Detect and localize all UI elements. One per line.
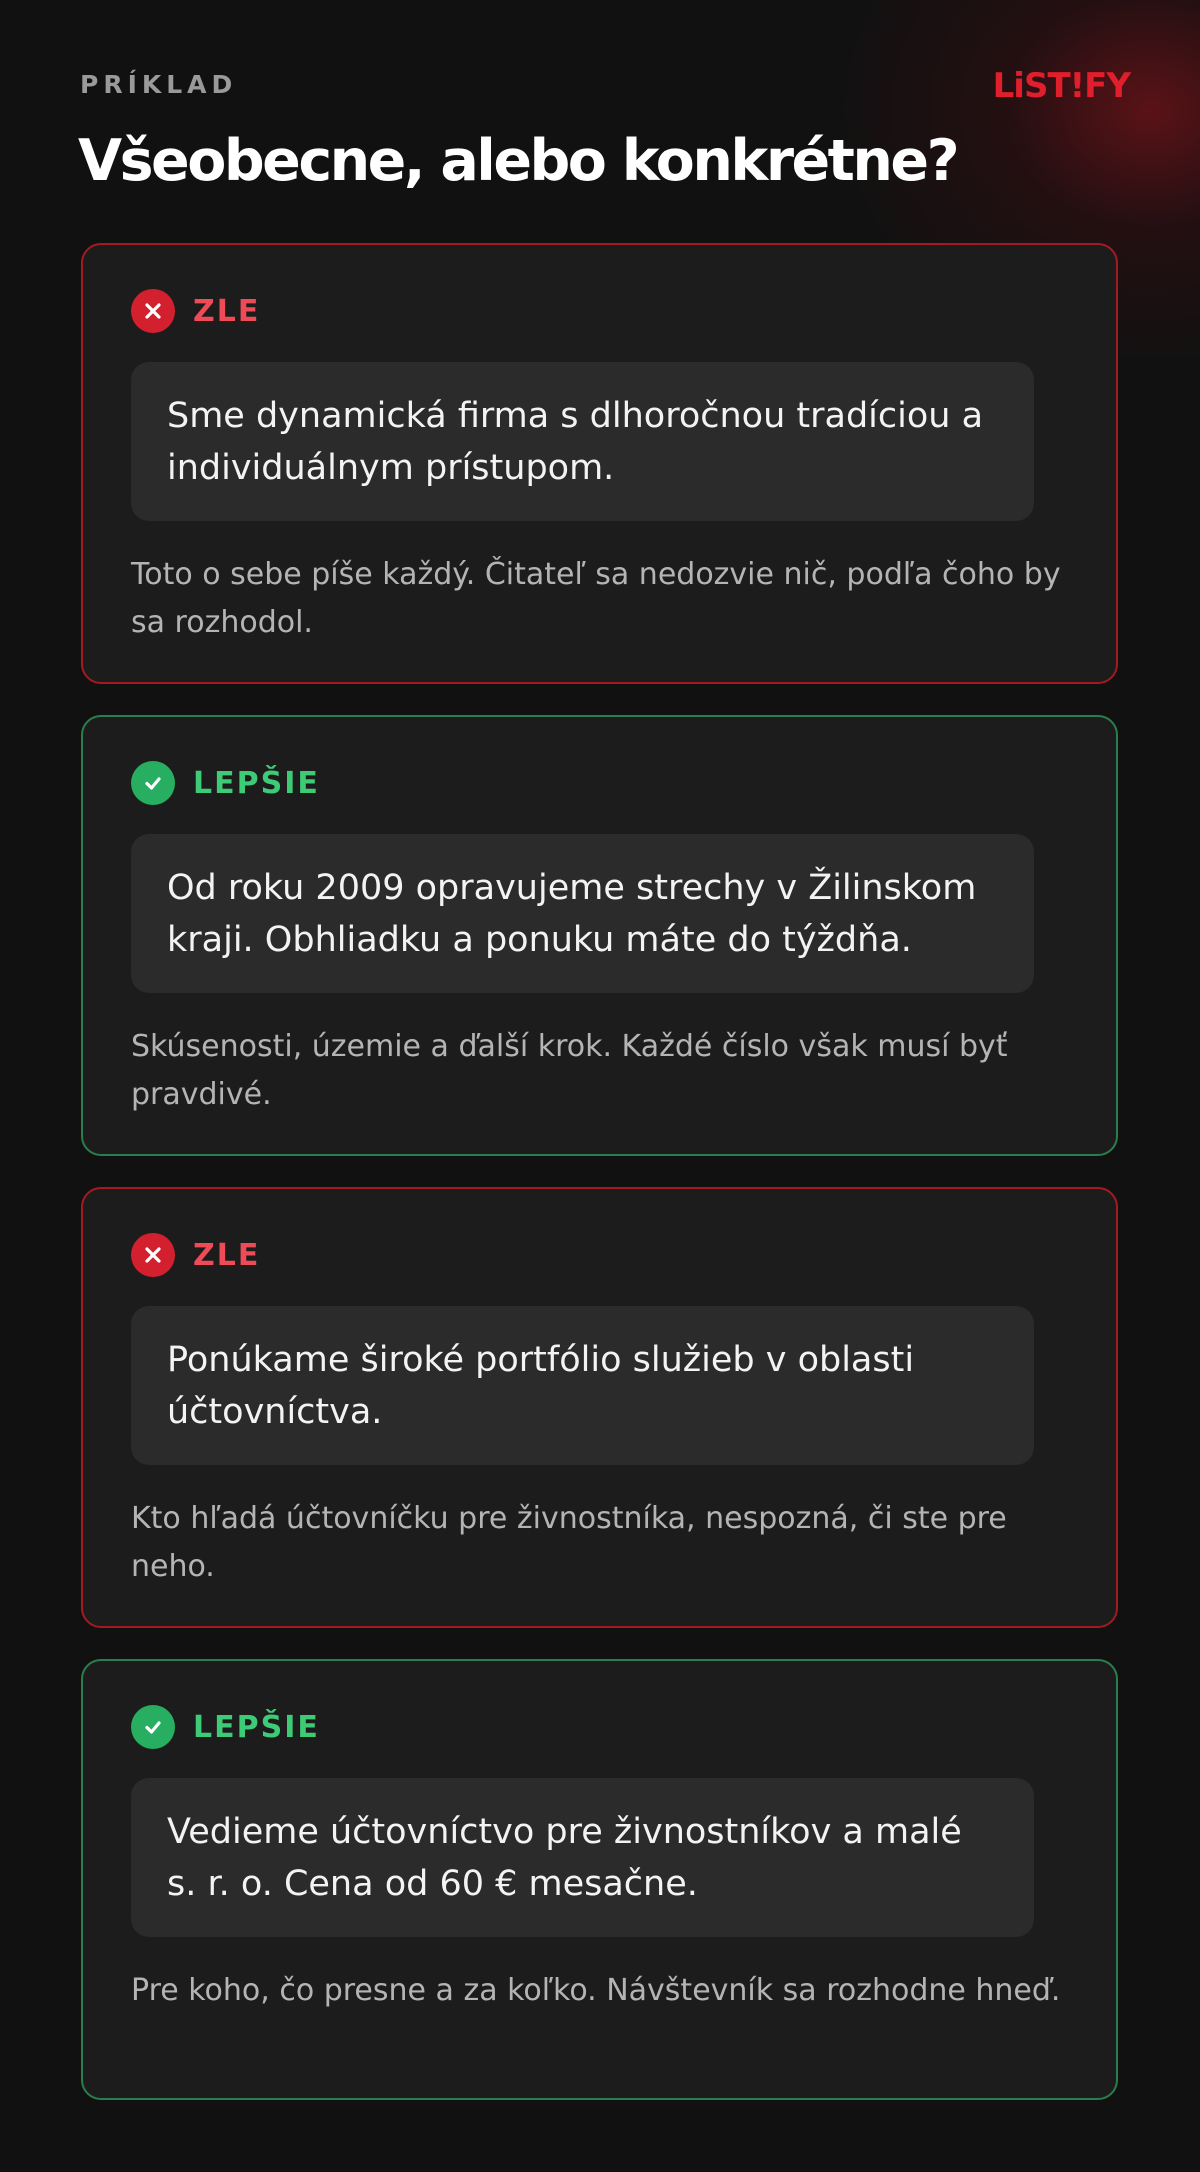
card-header — [131, 289, 260, 333]
example-card-good — [81, 715, 1118, 1156]
status-label: ZLE — [193, 1237, 261, 1273]
status-label: LEPŠIE — [193, 1709, 320, 1745]
eyebrow-label: PRÍKLAD — [80, 70, 238, 99]
status-label: ZLE — [193, 293, 261, 329]
card-header — [131, 1233, 260, 1277]
example-quote: Ponúkame široké portfólio služieb v oblasti účtovníctva. — [131, 1306, 1034, 1465]
example-note: Pre koho, čo presne a za koľko. Návštevník sa rozhodne hneď. — [131, 1973, 1061, 2008]
example-quote: Vedieme účtovníctvo pre živnostníkov a malé s. r. o. Cena od 60 € mesačne. — [131, 1778, 1034, 1937]
example-quote: Od roku 2009 opravujeme strechy v Žilinskom kraji. Obhliadku a ponuku máte do týždňa. — [131, 834, 1034, 993]
example-card-good — [81, 1659, 1118, 2100]
example-quote: Sme dynamická firma s dlhoročnou tradíciou a individuálnym prístupom. — [131, 362, 1034, 521]
check-icon — [131, 1705, 175, 1749]
x-icon — [131, 289, 175, 333]
x-icon — [131, 1233, 175, 1277]
example-card-bad — [81, 1187, 1118, 1628]
example-note: Toto o sebe píše každý. Čitateľ sa nedozvie nič, podľa čoho by sa rozhodol. — [131, 557, 1061, 640]
card-header — [131, 1705, 320, 1749]
check-icon — [131, 761, 175, 805]
example-note: Kto hľadá účtovníčku pre živnostníka, nespozná, či ste pre neho. — [131, 1501, 1007, 1584]
brand-logo: LiST!FY — [992, 66, 1130, 106]
example-note: Skúsenosti, územie a ďalší krok. Každé číslo však musí byť pravdivé. — [131, 1029, 1008, 1112]
page-title: Všeobecne, alebo konkrétne? — [78, 128, 958, 194]
example-card-bad — [81, 243, 1118, 684]
status-label: LEPŠIE — [193, 765, 320, 801]
card-header — [131, 761, 320, 805]
